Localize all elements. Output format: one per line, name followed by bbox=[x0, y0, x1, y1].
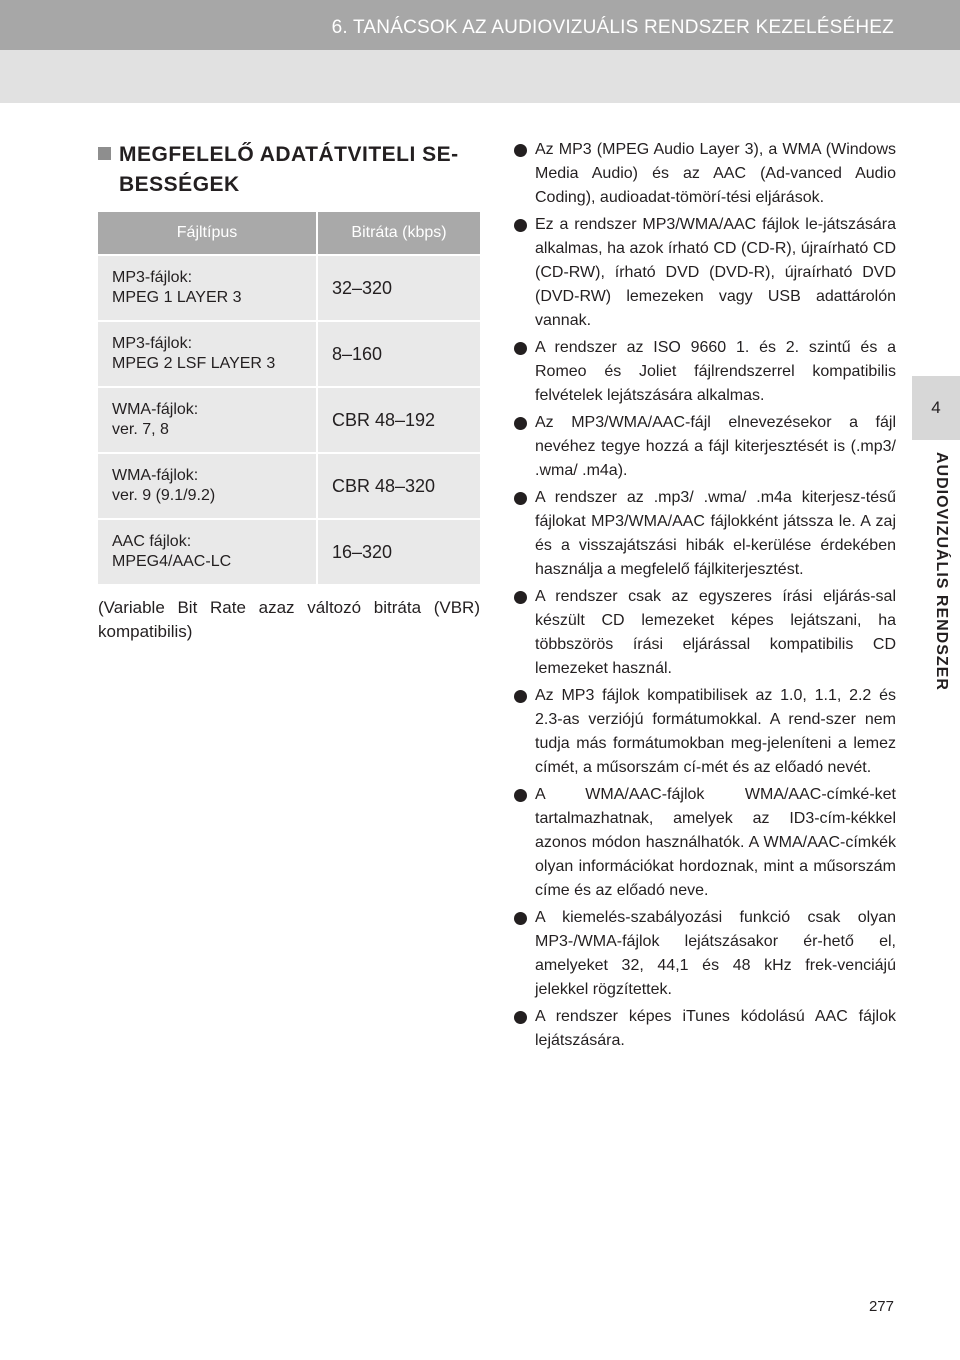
file-type-cell bbox=[98, 254, 318, 320]
round-bullet-icon bbox=[514, 912, 527, 925]
section-title bbox=[98, 140, 480, 200]
bitrate-cell: 16–320 bbox=[318, 518, 480, 584]
chapter-header-title: 6. TANÁCSOK AZ AUDIOVIZUÁLIS RENDSZER KEZELÉSÉHEZ bbox=[331, 17, 894, 38]
list-item bbox=[514, 411, 896, 483]
list-item bbox=[514, 1005, 896, 1053]
table-row bbox=[98, 254, 480, 320]
table-row bbox=[98, 320, 480, 386]
section-title-line1: MEGFELELŐ ADATÁTVITELI SE- bbox=[119, 143, 459, 166]
file-type-cell bbox=[98, 518, 318, 584]
file-type-line2: MPEG 2 LSF LAYER 3 bbox=[112, 355, 276, 372]
list-item-text: A rendszer képes iTunes kódolású AAC fájlok lejátszására. bbox=[535, 1008, 896, 1049]
bitrate-cell: 32–320 bbox=[318, 254, 480, 320]
file-type-line2: ver. 7, 8 bbox=[112, 421, 169, 438]
list-item-text: A rendszer az ISO 9660 1. és 2. szintű és a Romeo és Joliet fájlrendszerrel kompatibilis felvételek lejátszására alkalmas. bbox=[535, 339, 896, 404]
round-bullet-icon bbox=[514, 789, 527, 802]
file-type-cell bbox=[98, 452, 318, 518]
list-item-text: Az MP3 (MPEG Audio Layer 3), a WMA (Windows Media Audio) és az AAC (Ad-vanced Audio Coding), audioadat-tömörí-tési eljárások. bbox=[535, 141, 896, 206]
round-bullet-icon bbox=[514, 690, 527, 703]
chapter-number: 4 bbox=[931, 398, 941, 417]
file-type-cell bbox=[98, 320, 318, 386]
bitrate-cell: CBR 48–192 bbox=[318, 386, 480, 452]
file-type-line1: AAC fájlok: bbox=[112, 533, 192, 550]
table-row bbox=[98, 452, 480, 518]
round-bullet-icon bbox=[514, 492, 527, 505]
chapter-side-label: AUDIOVIZUÁLIS RENDSZER bbox=[933, 452, 950, 691]
round-bullet-icon bbox=[514, 342, 527, 355]
file-type-line1: MP3-fájlok: bbox=[112, 335, 193, 352]
file-type-line1: WMA-fájlok: bbox=[112, 467, 199, 484]
file-type-line1: WMA-fájlok: bbox=[112, 401, 199, 418]
column-header-bitrate: Bitráta (kbps) bbox=[318, 212, 480, 254]
vbr-note: (Variable Bit Rate azaz változó bitráta (VBR) kompatibilis) bbox=[98, 598, 480, 641]
list-item-text: A rendszer csak az egyszeres írási eljárás-sal készült CD lemezeket képes lejátszani, ha többszörös írási eljárással kompatibilis CD lemezeket használ. bbox=[535, 588, 896, 677]
file-type-line2: MPEG4/AAC-LC bbox=[112, 553, 232, 570]
table-row bbox=[98, 518, 480, 584]
file-type-line1: MP3-fájlok: bbox=[112, 269, 193, 286]
list-item-text: A kiemelés-szabályozási funkció csak olyan MP3-/WMA-fájlok lejátszásakor ér-hető el, amelyeket 32, 44,1 és 48 kHz frek-venciájú jelekkel rögzítettek. bbox=[535, 909, 896, 998]
bitrate-cell: 8–160 bbox=[318, 320, 480, 386]
table-row bbox=[98, 386, 480, 452]
list-item bbox=[514, 336, 896, 408]
round-bullet-icon bbox=[514, 144, 527, 157]
list-item bbox=[514, 585, 896, 681]
square-bullet-icon bbox=[98, 147, 111, 160]
round-bullet-icon bbox=[514, 417, 527, 430]
chapter-tab bbox=[912, 376, 960, 440]
list-item bbox=[514, 684, 896, 780]
list-item bbox=[514, 906, 896, 1002]
list-item-text: Ez a rendszer MP3/WMA/AAC fájlok le-játszására alkalmas, ha azok írható CD (CD-R), újraírható CD (CD-RW), írható DVD (DVD-R), újraírható DVD (DVD-RW) lemezeken vagy USB adattárolón vannak. bbox=[535, 216, 896, 329]
info-bullet-list bbox=[514, 138, 896, 1056]
file-type-cell bbox=[98, 386, 318, 452]
list-item-text: A rendszer az .mp3/ .wma/ .m4a kiterjesz-tésű fájlokat MP3/WMA/AAC fájlokként játssza le. A zaj és a visszajátszási hibák el-kerülése érdekében használja a megfelelő fájlkiterjesztést. bbox=[535, 489, 896, 578]
round-bullet-icon bbox=[514, 1011, 527, 1024]
list-item-text: Az MP3 fájlok kompatibilisek az 1.0, 1.1, 2.2 és 2.3-as verziójú formátumokkal. A rend-szer nem tudja más formátumokban meg-jeleníteni a lemez címét, a műsorszám cí-mét és az előadó nevét. bbox=[535, 687, 896, 776]
round-bullet-icon bbox=[514, 219, 527, 232]
list-item bbox=[514, 783, 896, 903]
list-item-text: Az MP3/WMA/AAC-fájl elnevezésekor a fájl nevéhez tegye hozzá a fájl kiterjesztését is (.mp3/ .wma/ .m4a). bbox=[535, 414, 896, 479]
list-item bbox=[514, 138, 896, 210]
list-item bbox=[514, 486, 896, 582]
page-number: 277 bbox=[868, 1298, 894, 1315]
table-header-row bbox=[98, 212, 480, 254]
file-type-line2: ver. 9 (9.1/9.2) bbox=[112, 487, 216, 504]
section-title-line2: BESSÉGEK bbox=[119, 173, 240, 196]
list-item-text: A WMA/AAC-fájlok WMA/AAC-címké-ket tartalmazhatnak, amelyek az ID3-cím-kékkel azonos módon használhatók. A WMA/AAC-címkék olyan információkat hordoznak, mint a műsorszám címe és az előadó neve. bbox=[535, 786, 896, 899]
round-bullet-icon bbox=[514, 591, 527, 604]
column-header-file-type: Fájltípus bbox=[98, 212, 318, 254]
list-item bbox=[514, 213, 896, 333]
bitrate-cell: CBR 48–320 bbox=[318, 452, 480, 518]
bitrate-table bbox=[98, 212, 480, 584]
file-type-line2: MPEG 1 LAYER 3 bbox=[112, 289, 242, 306]
